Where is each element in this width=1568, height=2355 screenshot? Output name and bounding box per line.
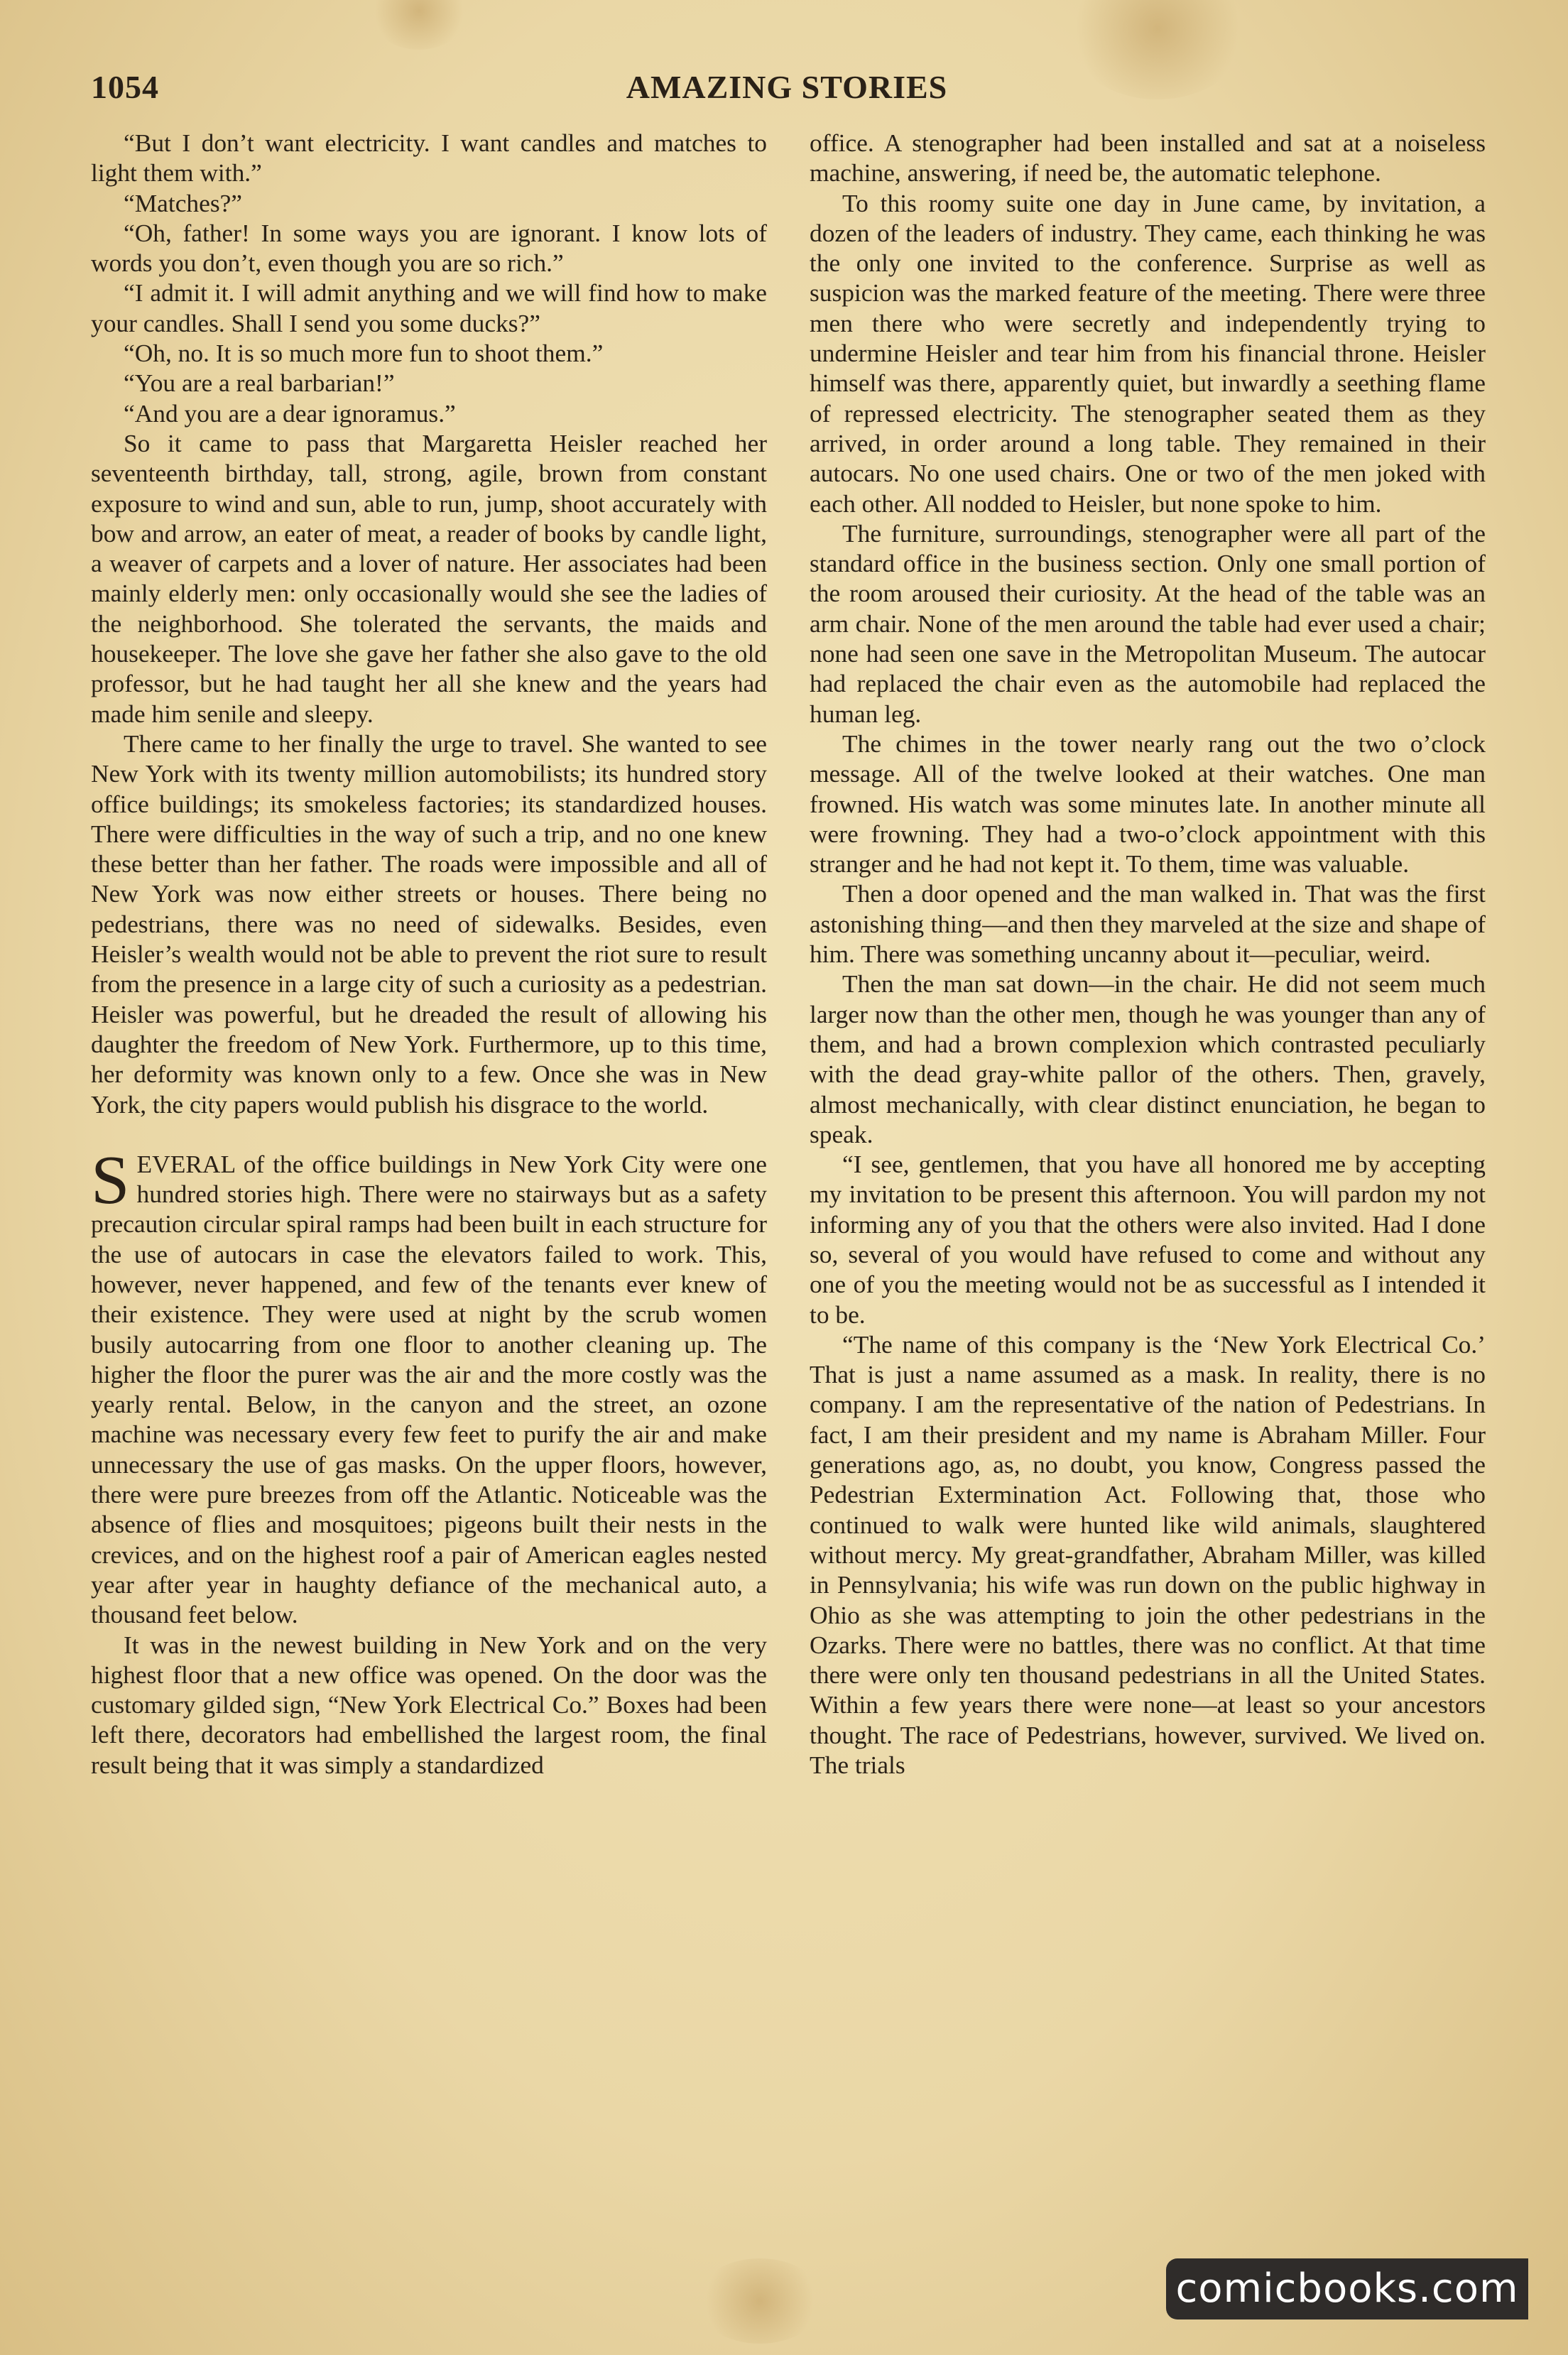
right-column bbox=[810, 128, 1486, 2230]
paragraph: “Oh, no. It is so much more fun to shoot them.” bbox=[124, 339, 604, 368]
paragraph: The chimes in the tower nearly rang out the two o’clock message. All of the twelve looked at their watches. One man frowned. His watch was some minutes late. In another minute all were frowning. They had a two-o’clock appointment with this stranger and he had not kept it. To them, time was valuable. bbox=[810, 729, 1486, 879]
paragraph: “I admit it. I will admit anything and we will find how to make your candles. Shall I send you some ducks?” bbox=[91, 278, 767, 337]
paragraph: “And you are a dear ignoramus.” bbox=[124, 398, 456, 428]
paragraph: “You are a real barbarian!” bbox=[124, 369, 395, 398]
paragraph: So it came to pass that Margaretta Heisler reached her seventeenth birthday, tall, strong, agile, brown from constant exposure to wind and sun, able to run, jump, shoot accurately with bow and arrow, an eater of meat, a reader of books by candle light, a weaver of carpets and a lover of nature. Her associates had been mainly elderly men: only occasionally would she see the ladies of the neighborhood. She tolerated the servants, the maids and housekeeper. The love she gave her father she also gave to the old professor, but he had taught her all she knew and the years had made him senile and sleepy. bbox=[91, 428, 767, 728]
section-opening-paragraph bbox=[91, 1141, 767, 1630]
paragraph: “But I don’t want electricity. I want candles and matches to light them with.” bbox=[91, 129, 767, 187]
paragraph: “I see, gentlemen, that you have all honored me by accepting my invitation to be present this afternoon. You will pardon my not informing any of you that the others were also invited. Had I done so, several of you would have refused to come and without any one of you the meeting would not be as successful as I intended it to be. bbox=[810, 1150, 1486, 1329]
running-head: AMAZING STORIES bbox=[626, 69, 948, 105]
left-column bbox=[91, 128, 767, 2230]
paragraph: It was in the newest building in New York and on the very highest floor that a new office was opened. On the door was the customary gilded sign, “New York Electrical Co.” Boxes had been left there, decorators had embellished the largest room, the final result being that it was simply a standardized bbox=[91, 1630, 767, 1779]
drop-cap: S bbox=[91, 1141, 130, 1219]
page-number: 1054 bbox=[91, 69, 159, 105]
paragraph: Then a door opened and the man walked in. That was the first astonishing thing—and then they marveled at the size and shape of him. There was something uncanny about it—peculiar, weird. bbox=[810, 879, 1486, 969]
paragraph: Then the man sat down—in the chair. He did not seem much larger now than the other men, though he was younger than any of them, and had a brown complexion which contrasted peculiarly with the dead gray-white pallor of the others. Then, gravely, almost mechanically, with clear distinct enunciation, he began to speak. bbox=[810, 969, 1486, 1148]
paragraph: There came to her finally the urge to travel. She wanted to see New York with its twenty million automobilists; its hundred story office buildings; its smokeless factories; its standardized houses. There were difficulties in the way of such a trip, and no one knew these better than her father. The roads were impossible and all of New York was now either streets or houses. There being no pedestrians, there was no need of sidewalks. Besides, even Heisler’s wealth would not be able to prevent the riot sure to result from the presence in a large city of such a curiosity as a pedestrian. Heisler was powerful, but he dreaded the result of allowing his daughter the freedom of New York. Furthermore, up to this time, her deformity was known only to a few. Once she was in New York, the city papers would publish his disgrace to the world. bbox=[91, 729, 767, 1119]
paragraph: “The name of this company is the ‘New York Electrical Co.’ That is just a name assumed as a mask. In reality, there is no company. I am the representative of the nation of Pedestrians. In fact, I am their president and my name is Abraham Miller. Four generations ago, as, no doubt, you know, Congress passed the Pedestrian Extermination Act. Following that, those who continued to walk were hunted like wild animals, slaughtered without mercy. My great-grandfather, Abraham Miller, was killed in Pennsylvania; his wife was run down on the public highway in Ohio as she was attempting to join the other pedestrians in the Ozarks. There were no battles, there was no conflict. At that time there were only ten thousand pedestrians in all the United States. Within a few years there were none—at least so your ancestors thought. The race of Pedestrians, however, survived. We lived on. The trials bbox=[810, 1329, 1486, 1780]
watermark: comicbooks.com bbox=[1166, 2258, 1528, 2319]
paragraph: “Oh, father! In some ways you are ignorant. I know lots of words you don’t, even though you are so rich.” bbox=[91, 218, 767, 278]
paragraph: “Matches?” bbox=[124, 188, 243, 217]
page-header bbox=[91, 68, 1483, 118]
continued-paragraph: office. A stenographer had been installed and sat at a noiseless machine, answering, if need be, the automatic telephone. bbox=[810, 129, 1486, 187]
paragraph: The furniture, surroundings, stenographer were all part of the standard office in the business section. Only one small portion of the room aroused their curiosity. At the head of the table was an arm chair. None of the men around the table had ever used a chair; none had seen one save in the Metropolitan Museum. The autocar had replaced the chair even as the automobile had replaced the human leg. bbox=[810, 518, 1486, 728]
section-opening-text: EVERAL of the office buildings in New York City were one hundred stories high. There were no stairways but as a safety precaution circular spiral ramps had been built in each structure for the use of autocars in case the elevators failed to work. This, however, never happened, and few of the tenants ever knew of their existence. They were used at night by the scrub women busily autocarring from one floor to another cleaning up. The higher the floor the purer was the air and the more costly was the yearly rental. Below, in the canyon and the street, an ozone machine was necessary every few feet to purify the air and make unnecessary the use of gas masks. On the upper floors, however, there were pure breezes from off the Atlantic. Noticeable was the absence of flies and mosquitoes; pigeons built their nests in the crevices, and on the highest roof a pair of American eagles nested year after year in haughty defiance of the mechanical auto, a thousand feet below. bbox=[91, 1149, 767, 1629]
paragraph: To this roomy suite one day in June came, by invitation, a dozen of the leaders of industry. They came, each thinking he was the only one invited to the conference. Surprise as well as suspicion was the marked feature of the meeting. There were three men there who were secretly and independently trying to undermine Heisler and tear him from his financial throne. Heisler himself was there, apparently quiet, but inwardly a seething flame of repressed electricity. The stenographer seated them as they arrived, in order around a long table. They remained in their autocars. No one used chairs. One or two of the men joked with each other. All nodded to Heisler, but none spoke to him. bbox=[810, 188, 1486, 518]
